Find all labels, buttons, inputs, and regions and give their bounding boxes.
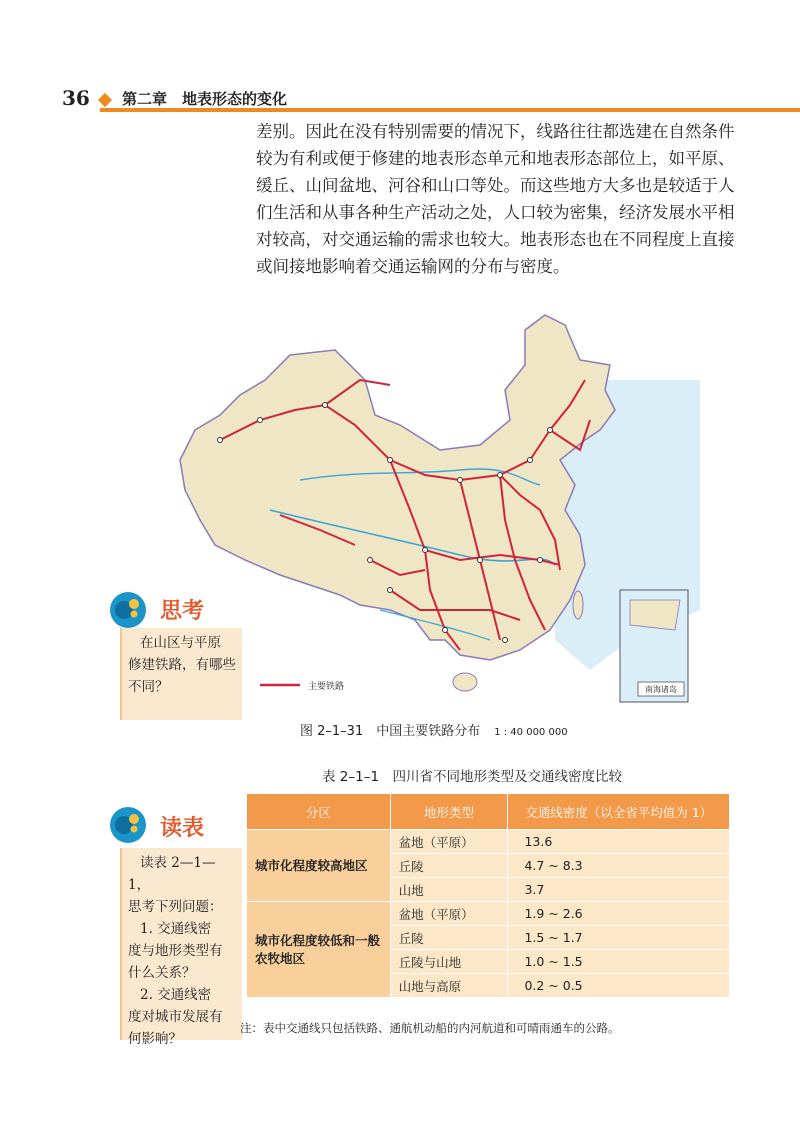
density-table xyxy=(246,793,730,998)
chapter-title: 第二章 地表形态的变化 xyxy=(122,90,288,108)
think-text-line: 不同？ xyxy=(128,679,169,695)
region-cell: 城市化程度较高地区 xyxy=(247,830,391,902)
read-text-line: 2. 交通线密 xyxy=(140,987,212,1003)
density-cell: 1.5 ~ 1.7 xyxy=(508,926,730,950)
header-rule xyxy=(100,108,800,112)
paragraph-line: 或间接地影响着交通运输网的分布与密度。 xyxy=(256,257,570,276)
read-box xyxy=(120,848,242,1047)
density-cell: 13.6 xyxy=(508,830,730,854)
head-gear-icon xyxy=(110,592,146,628)
table-caption: 表 2–1–1 四川省不同地形类型及交通线密度比较 xyxy=(322,769,623,785)
read-text-line: 读表 2—1—1， xyxy=(128,855,216,893)
header-cell: 地形类型 xyxy=(390,794,508,830)
head-gear-icon xyxy=(110,807,146,843)
think-box xyxy=(120,628,242,720)
think-text-line: 修建铁路，有哪些 xyxy=(128,657,236,673)
legend-label: 主要铁路 xyxy=(308,682,345,692)
read-text-line: 何影响？ xyxy=(128,1031,182,1047)
map-caption-text: 图 2–1–31 中国主要铁路分布 xyxy=(300,724,481,739)
read-text-line: 思考下列问题： xyxy=(128,899,223,915)
table-row xyxy=(247,830,730,854)
terrain-cell: 山地与高原 xyxy=(390,974,508,998)
density-cell: 4.7 ~ 8.3 xyxy=(508,854,730,878)
map-caption xyxy=(300,720,568,739)
terrain-cell: 山地 xyxy=(390,878,508,902)
region-cell: 城市化程度较低和一般农牧地区 xyxy=(247,902,391,998)
density-cell: 1.9 ~ 2.6 xyxy=(508,902,730,926)
chapter-diamond-icon xyxy=(98,93,112,107)
map-scale: 1 : 40 000 000 xyxy=(494,727,568,738)
table-note: 注：表中交通线只包括铁路、通航机动船的内河航道和可晴雨通车的公路。 xyxy=(240,1021,620,1035)
read-text-line: 1. 交通线密 xyxy=(140,921,212,937)
hainan-island xyxy=(453,673,477,691)
terrain-cell: 丘陵 xyxy=(390,926,508,950)
density-cell: 3.7 xyxy=(508,878,730,902)
terrain-cell: 丘陵与山地 xyxy=(390,950,508,974)
read-text-line: 度对城市发展有 xyxy=(128,1009,223,1025)
paragraph-line: 们生活和从事各种生产活动之处，人口较为密集，经济发展水平相 xyxy=(256,203,735,222)
read-text-line: 什么关系？ xyxy=(128,965,196,981)
body-paragraph xyxy=(256,118,735,280)
paragraph-line: 差别。因此在没有特别需要的情况下，线路往往都选建在自然条件 xyxy=(256,122,735,141)
taiwan-island xyxy=(573,591,583,619)
header-cell: 交通线密度（以全省平均值为 1） xyxy=(508,794,730,830)
header-cell: 分区 xyxy=(247,794,391,830)
table-header-row xyxy=(247,794,730,830)
terrain-cell: 盆地（平原） xyxy=(390,830,508,854)
read-text-line: 度与地形类型有 xyxy=(128,943,223,959)
think-title: 思考 xyxy=(160,599,205,624)
density-cell: 1.0 ~ 1.5 xyxy=(508,950,730,974)
paragraph-line: 较为有利或便于修建的地表形态单元和地表形态部位上，如平原、 xyxy=(256,149,735,168)
paragraph-line: 缓丘、山间盆地、河谷和山口等处。而这些地方大多也是较适于人 xyxy=(256,176,735,195)
page-number: 36 xyxy=(62,86,90,110)
inset-label: 南海诸岛 xyxy=(645,685,677,694)
terrain-cell: 丘陵 xyxy=(390,854,508,878)
paragraph-line: 对较高，对交通运输的需求也较大。地表形态也在不同程度上直接 xyxy=(256,230,735,249)
read-title: 读表 xyxy=(160,816,205,841)
think-text-line: 在山区与平原 xyxy=(140,635,221,651)
density-cell: 0.2 ~ 0.5 xyxy=(508,974,730,998)
think-box-header xyxy=(110,590,230,630)
table-row xyxy=(247,902,730,926)
read-box-header xyxy=(110,805,230,847)
terrain-cell: 盆地（平原） xyxy=(390,902,508,926)
